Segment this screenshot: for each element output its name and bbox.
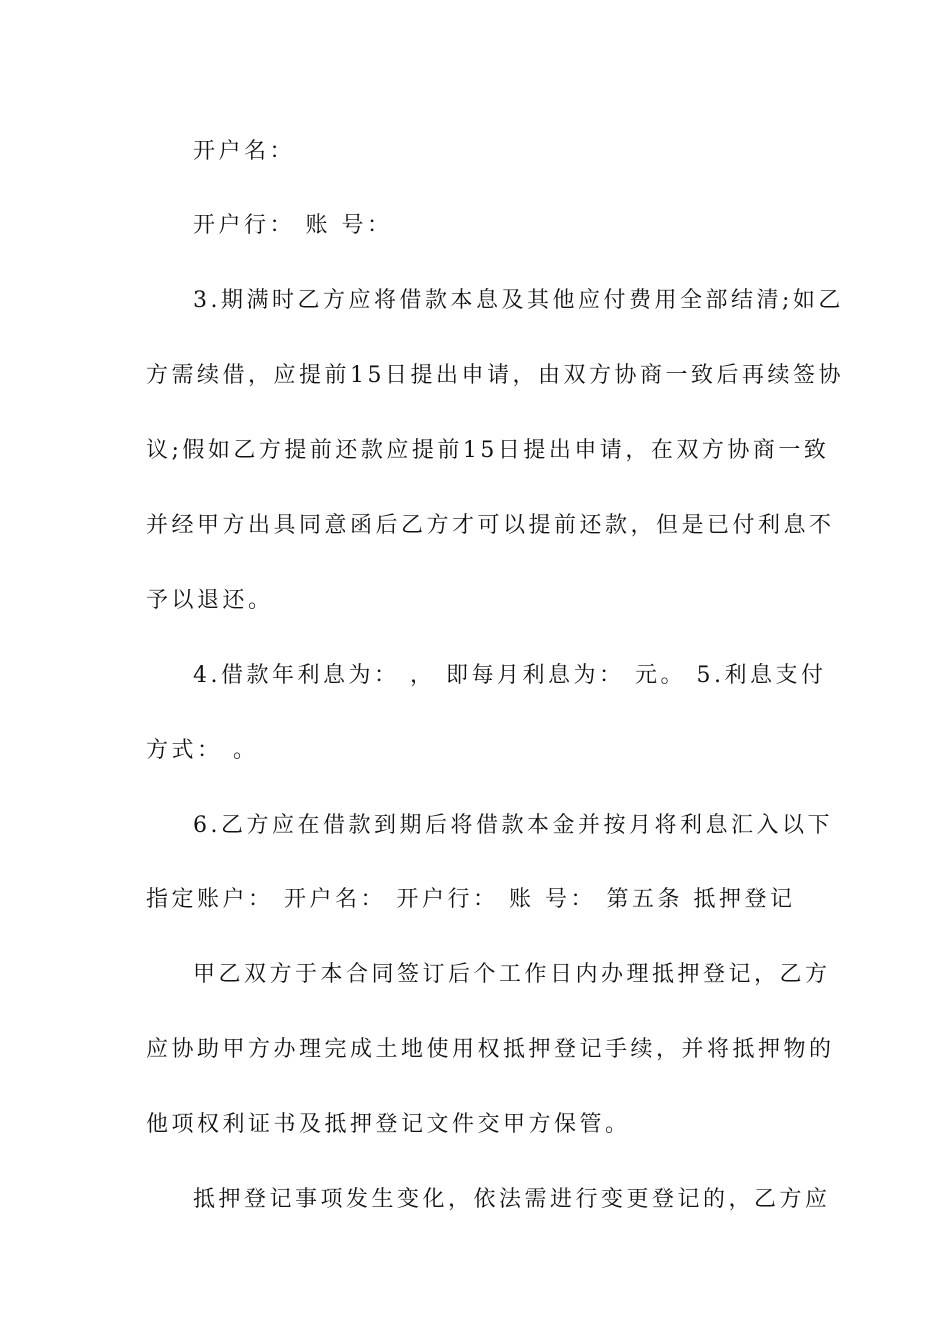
article-5-para-1-line-2: 应协助甲方办理完成土地使用权抵押登记手续，并将抵押物的 xyxy=(146,1037,835,1062)
article-5-para-1-line-1: 甲乙双方于本合同签订后个工作日内办理抵押登记，乙方 xyxy=(193,962,831,987)
clause-3-line-4: 并经甲方出具同意函后乙方才可以提前还款，但是已付利息不 xyxy=(146,513,835,538)
article-5-para-1-line-3: 他项权利证书及抵押登记文件交甲方保管。 xyxy=(146,1112,631,1137)
clause-3-line-2: 方需续借，应提前15日提出申请，由双方协商一致后再续签协 xyxy=(146,363,844,388)
bank-account-line: 开户行： 账 号： xyxy=(193,213,393,238)
clause-3-line-1: 3.期满时乙方应将借款本息及其他应付费用全部结清;如乙 xyxy=(193,288,844,313)
clause-3-line-5: 予以退还。 xyxy=(146,588,274,613)
clause-6-line-1: 6.乙方应在借款到期后将借款本金并按月将利息汇入以下 xyxy=(193,813,833,838)
clause-4-line-1: 4.借款年利息为： ， 即每月利息为： 元。 5.利息支付 xyxy=(193,663,827,688)
clause-6-line-2: 指定账户： 开户名： 开户行： 账 号： 第五条 抵押登记 xyxy=(146,887,796,912)
account-name-line: 开户名： xyxy=(193,139,296,164)
article-5-para-2-line-1: 抵押登记事项发生变化，依法需进行变更登记的，乙方应 xyxy=(193,1187,831,1212)
clause-3-line-3: 议;假如乙方提前还款应提前15日提出申请，在双方协商一致 xyxy=(146,438,830,463)
clause-5-line-2: 方式： 。 xyxy=(146,738,259,763)
